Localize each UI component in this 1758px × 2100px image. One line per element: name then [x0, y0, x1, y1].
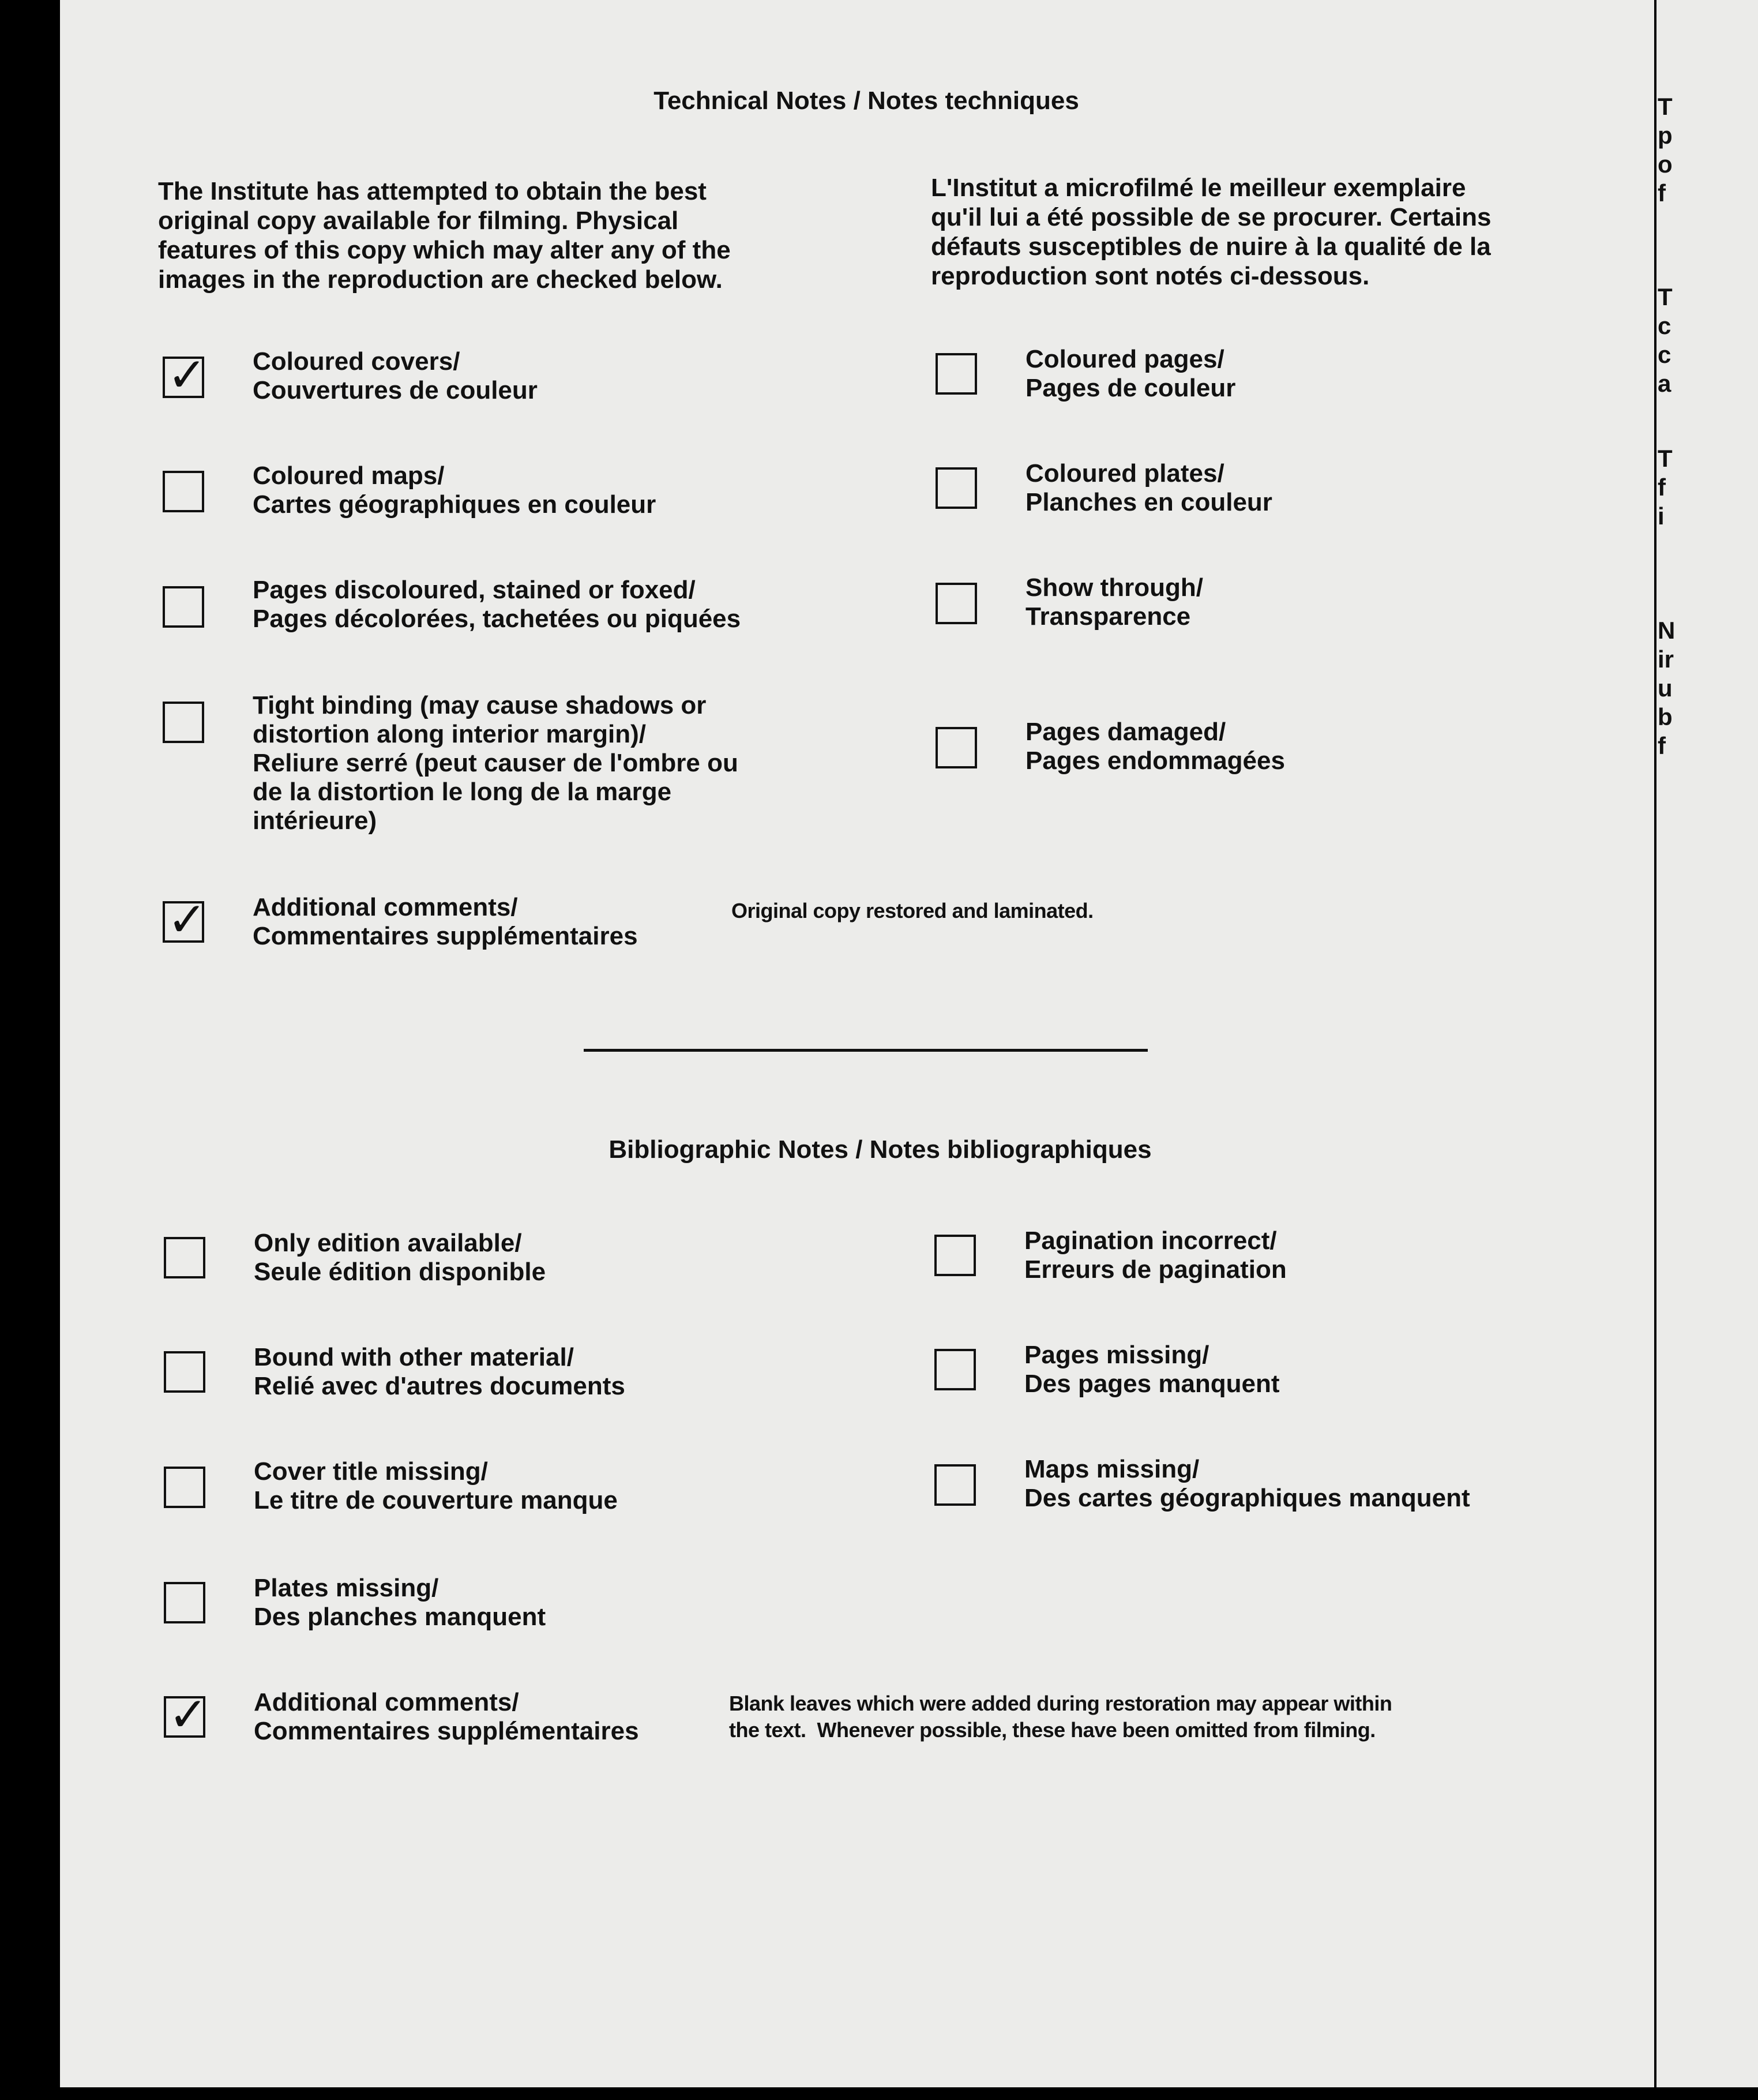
checkbox-pagination-incorrect[interactable]: [934, 1235, 976, 1276]
label-cover-title-missing: Cover title missing/ Le titre de couverture manque: [254, 1457, 618, 1514]
label-plates-missing: Plates missing/ Des planches manquent: [254, 1574, 546, 1631]
checkmark-icon: ✓: [167, 892, 207, 947]
checkbox-pages-discoloured[interactable]: [163, 586, 204, 628]
label-additional-comments-bibliographic: Additional comments/ Commentaires supplémentaires: [254, 1688, 639, 1745]
label-pages-missing: Pages missing/ Des pages manquent: [1024, 1341, 1280, 1398]
checkbox-pages-missing[interactable]: [934, 1349, 976, 1390]
label-coloured-maps: Coloured maps/ Cartes géographiques en couleur: [253, 462, 656, 519]
technical-notes-heading: Technical Notes / Notes techniques: [653, 87, 1079, 115]
checkbox-additional-comments-technical[interactable]: [163, 892, 207, 947]
checkbox-show-through[interactable]: [936, 583, 977, 624]
checkbox-tight-binding[interactable]: [163, 702, 204, 743]
checkbox-maps-missing[interactable]: [934, 1464, 976, 1506]
section-divider: [584, 1049, 1148, 1052]
label-tight-binding: Tight binding (may cause shadows or distortion along interior margin)/ Reliure serré (peut causer de l'ombre ou de la distortion le long de la marge intérieure): [253, 691, 738, 835]
checkmark-icon: ✓: [168, 1687, 208, 1742]
label-pages-damaged: Pages damaged/ Pages endommagées: [1026, 718, 1285, 775]
label-pagination-incorrect: Pagination incorrect/ Erreurs de pagination: [1024, 1227, 1287, 1284]
checkbox-bound-with[interactable]: [164, 1351, 205, 1393]
technical-intro-en: The Institute has attempted to obtain the best original copy available for filming. Physical features of this copy which may alter any of the images in the reproduction are checked below.: [158, 177, 731, 294]
technical-intro-fr: L'Institut a microfilmé le meilleur exemplaire qu'il lui a été possible de se procurer. Certains défauts susceptibles de nuire à la qualité de la reproduction sont notés ci-dessous.: [931, 174, 1492, 290]
strip-fragment: T c c a: [1658, 283, 1673, 397]
label-pages-discoloured: Pages discoloured, stained or foxed/ Pages décolorées, tachetées ou piquées: [253, 576, 741, 633]
strip-fragment: N ir u b f: [1658, 617, 1676, 759]
bibliographic-notes-heading: Bibliographic Notes / Notes bibliographiques: [608, 1135, 1152, 1164]
label-bound-with: Bound with other material/ Relié avec d'autres documents: [254, 1343, 625, 1400]
technical-comment-text: Original copy restored and laminated.: [731, 899, 1094, 922]
adjacent-page-strip: [1656, 0, 1758, 2087]
checkbox-pages-damaged[interactable]: [936, 727, 977, 768]
label-maps-missing: Maps missing/ Des cartes géographiques manquent: [1024, 1455, 1470, 1512]
checkbox-coloured-pages[interactable]: [936, 353, 977, 395]
label-additional-comments-technical: Additional comments/ Commentaires supplémentaires: [253, 893, 638, 950]
label-coloured-covers: Coloured covers/ Couvertures de couleur: [253, 347, 538, 404]
checkmark-icon: ✓: [167, 348, 207, 403]
label-only-edition: Only edition available/ Seule édition disponible: [254, 1229, 546, 1286]
checkbox-coloured-maps[interactable]: [163, 471, 204, 512]
strip-fragment: T p o f: [1658, 93, 1673, 207]
bibliographic-comment-text: Blank leaves which were added during restoration may appear within the text. Whenever possible, these have been omitted from filming.: [729, 1692, 1392, 1742]
strip-fragment: T f i: [1658, 445, 1673, 530]
label-coloured-plates: Coloured plates/ Planches en couleur: [1026, 459, 1272, 516]
document-page: [60, 0, 1654, 2087]
checkbox-additional-comments-bibliographic[interactable]: [164, 1687, 208, 1742]
checkbox-coloured-plates[interactable]: [936, 467, 977, 509]
checkbox-plates-missing[interactable]: [164, 1582, 205, 1623]
checkbox-only-edition[interactable]: [164, 1237, 205, 1278]
checkbox-cover-title-missing[interactable]: [164, 1467, 205, 1508]
label-show-through: Show through/ Transparence: [1026, 573, 1203, 631]
label-coloured-pages: Coloured pages/ Pages de couleur: [1026, 345, 1236, 402]
checkbox-coloured-covers[interactable]: [163, 348, 207, 403]
